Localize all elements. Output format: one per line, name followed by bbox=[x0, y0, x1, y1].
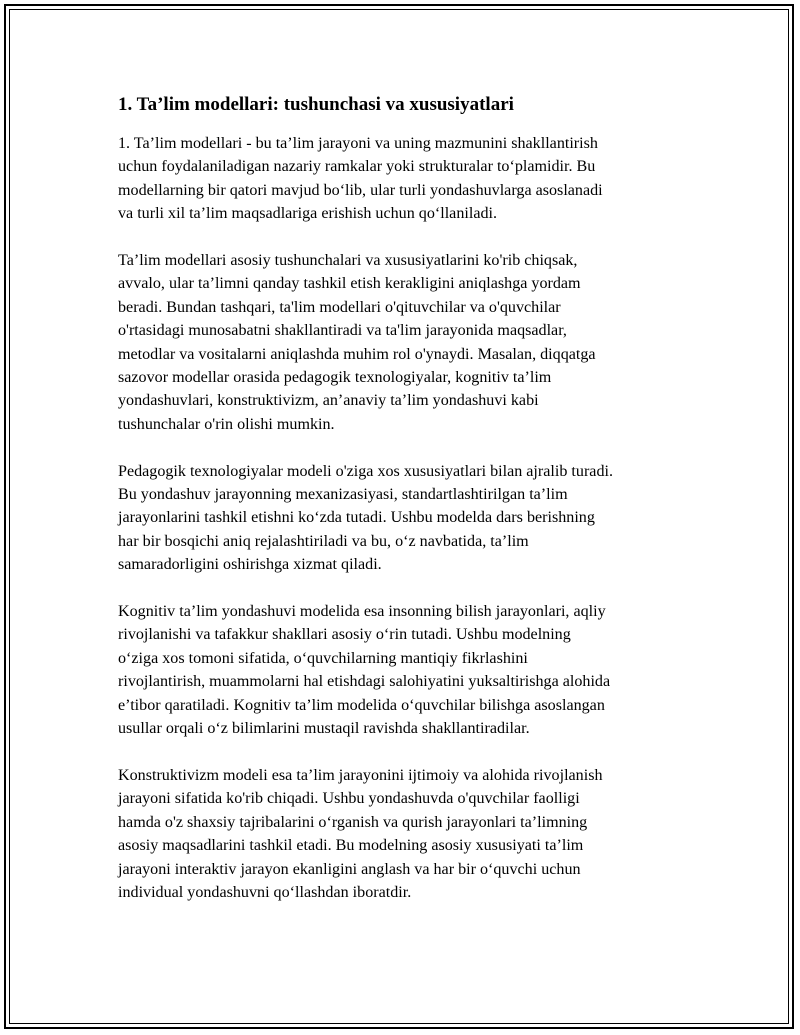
paragraph-line: individual yondashuvni qo‘llashdan iboratdir. bbox=[118, 883, 412, 901]
section-heading: 1. Ta’lim modellari: tushunchasi va xususiyatlari bbox=[118, 94, 514, 115]
paragraph-line: Kognitiv ta’lim yondashuvi modelida esa insonning bilish jarayonlari, aqliy bbox=[118, 603, 606, 621]
paragraph-line: o'rtasidagi munosabatni shakllantiradi va ta'lim jarayonida maqsadlar, bbox=[118, 322, 567, 340]
paragraph-5 bbox=[118, 764, 690, 904]
paragraph-line: avvalo, ular ta’limni qanday tashkil etish kerakligini aniqlashga yordam bbox=[118, 275, 581, 293]
paragraph-line: asosiy maqsadlarini tashkil etadi. Bu modelning asosiy xususiyati ta’lim bbox=[118, 837, 584, 855]
paragraph-line: o‘ziga xos tomoni sifatida, o‘quvchilarning mantiqiy fikrlashini bbox=[118, 649, 528, 667]
paragraph-4 bbox=[118, 600, 690, 740]
paragraph-line: jarayoni interaktiv jarayon ekanligini anglash va har bir o‘quvchi uchun bbox=[118, 860, 581, 878]
paragraph-3 bbox=[118, 460, 690, 577]
paragraph-1 bbox=[118, 132, 690, 226]
paragraph-line: hamda o'z shaxsiy tajribalarini o‘rganish va qurish jarayonlari ta’limning bbox=[118, 813, 588, 831]
paragraph-line: Bu yondashuv jarayonning mexanizasiyasi, standartlashtirilgan ta’lim bbox=[118, 486, 568, 504]
document-body bbox=[118, 92, 690, 928]
paragraph-line: tushunchalar o'rin olishi mumkin. bbox=[118, 415, 335, 433]
paragraph-line: beradi. Bundan tashqari, ta'lim modellari o'qituvchilar va o'quvchilar bbox=[118, 298, 561, 316]
paragraph-line: har bir bosqichi aniq rejalashtiriladi va bu, o‘z navbatida, ta’lim bbox=[118, 532, 529, 550]
paragraph-line: samaradorligini oshirishga xizmat qiladi. bbox=[118, 556, 382, 574]
paragraph-line: yondashuvlari, konstruktivizm, an’anaviy ta’lim yondashuvi kabi bbox=[118, 392, 539, 410]
paragraph-line: modellarning bir qatori mavjud bo‘lib, ular turli yondashuvlarga asoslanadi bbox=[118, 181, 603, 199]
paragraph-line: va turli xil ta’lim maqsadlariga erishish uchun qo‘llaniladi. bbox=[118, 205, 498, 223]
paragraph-line: 1. Ta’lim modellari - bu ta’lim jarayoni va uning mazmunini shakllantirish bbox=[118, 135, 598, 152]
paragraph-line: rivojlanishi va tafakkur shakllari asosiy o‘rin tutadi. Ushbu modelning bbox=[118, 626, 571, 644]
paragraph-line: usullar orqali o‘z bilimlarini mustaqil ravishda shakllantiradilar. bbox=[118, 720, 530, 738]
paragraph-line: Konstruktivizm modeli esa ta’lim jarayonini ijtimoiy va alohida rivojlanish bbox=[118, 766, 603, 784]
paragraph-line: sazovor modellar orasida pedagogik texnologiyalar, kognitiv ta’lim bbox=[118, 369, 552, 387]
paragraph-line: jarayonlarini tashkil etishni ko‘zda tutadi. Ushbu modelda dars berishning bbox=[118, 509, 595, 527]
paragraph-line: Pedagogik texnologiyalar modeli o'ziga xos xususiyatlari bilan ajralib turadi. bbox=[118, 462, 613, 480]
paragraph-line: rivojlantirish, muammolarni hal etishdagi salohiyatini yuksaltirishga alohida bbox=[118, 673, 611, 691]
paragraph-line: e’tibor qaratiladi. Kognitiv ta’lim modelida o‘quvchilar bilishga asoslangan bbox=[118, 696, 605, 714]
paragraph-2 bbox=[118, 249, 690, 436]
paragraph-line: Ta’lim modellari asosiy tushunchalari va xususiyatlarini ko'rib chiqsak, bbox=[118, 252, 578, 270]
paragraph-line: metodlar va vositalarni aniqlashda muhim rol o'ynaydi. Masalan, diqqatga bbox=[118, 345, 596, 363]
paragraph-line: jarayoni sifatida ko'rib chiqadi. Ushbu yondashuvda o'quvchilar faolligi bbox=[118, 790, 580, 808]
paragraph-line: uchun foydalaniladigan nazariy ramkalar yoki strukturalar to‘plamidir. Bu bbox=[118, 158, 596, 176]
